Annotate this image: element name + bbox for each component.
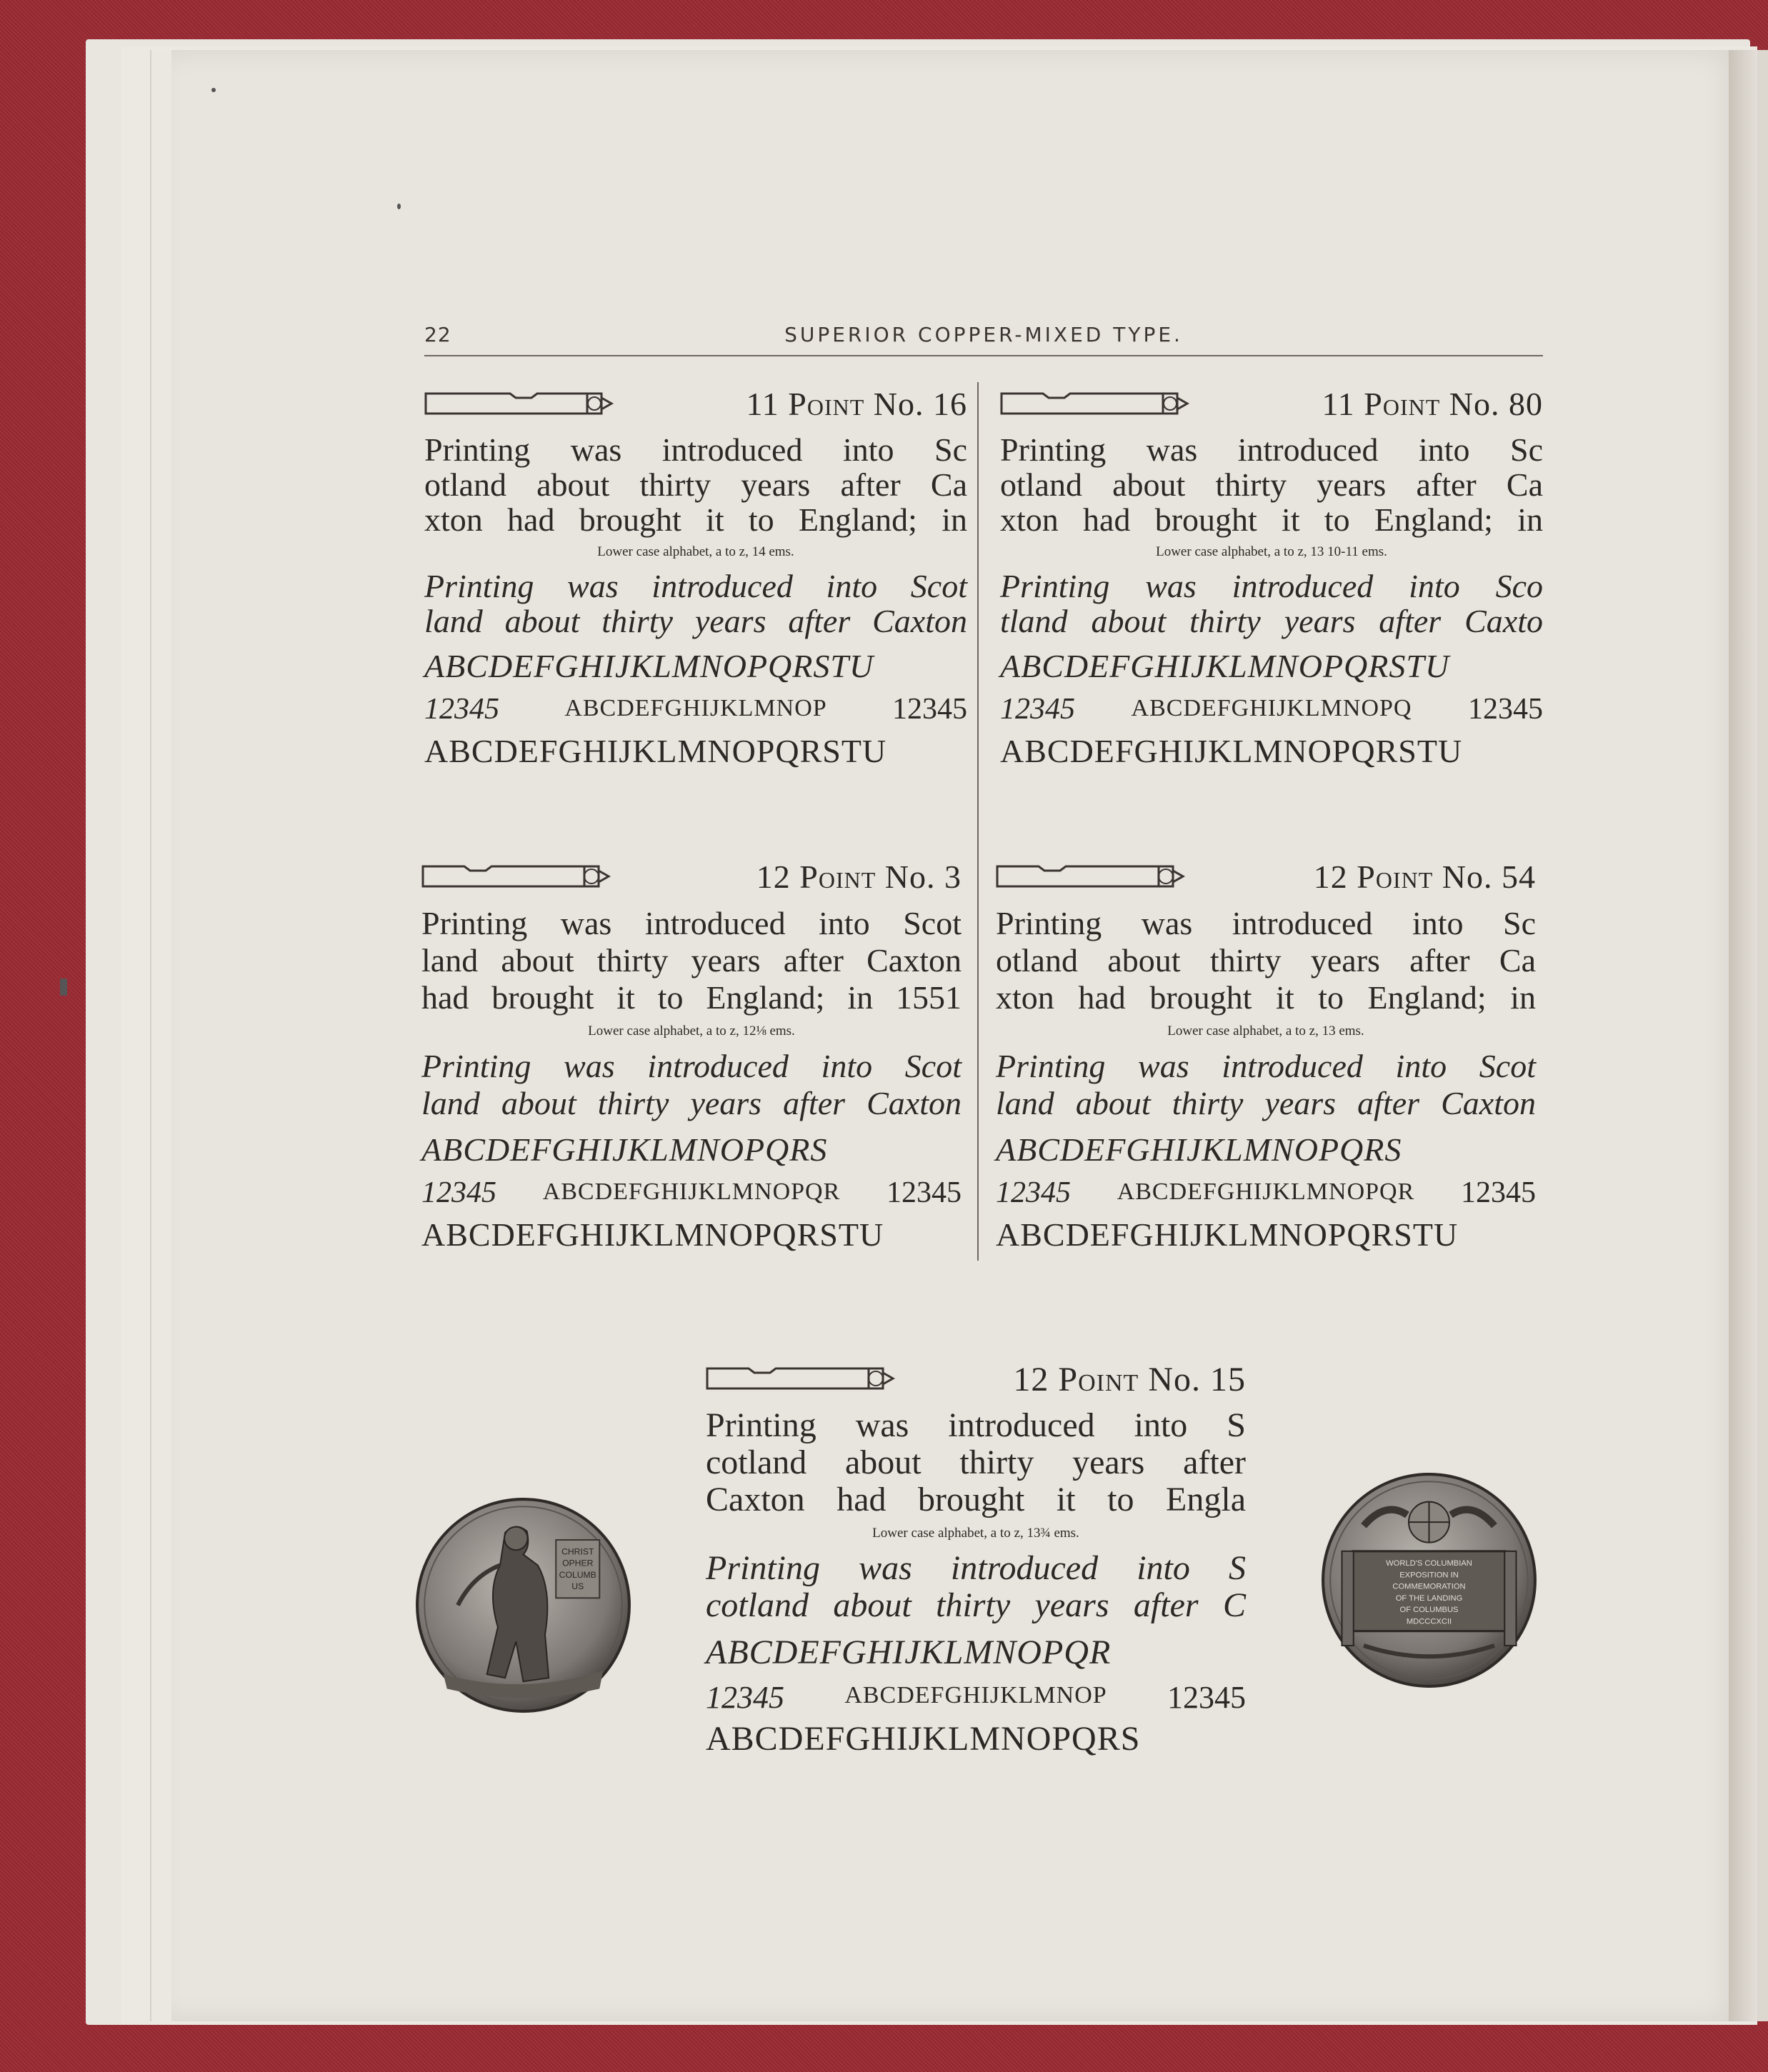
specimen-12pt-no15 — [706, 1357, 1246, 1758]
italic-capitals: ABCDEFGHIJKLMNOPQR — [706, 1633, 1112, 1671]
roman-sample: Printing was introduced into Sc otland about thirty years after Ca xton had brought it to England; in — [1000, 431, 1543, 538]
roman-capitals: ABCDEFGHIJKLMNOPQRSTU — [996, 1216, 1459, 1253]
roman-capitals: ABCDEFGHIJKLMNOPQRS — [706, 1720, 1141, 1758]
type-nick-icon — [706, 1363, 909, 1394]
speck — [397, 204, 401, 209]
alphabet-note: Lower case alphabet, a to z, 13¾ ems. — [872, 1526, 1079, 1541]
column-rule — [977, 382, 979, 1261]
roman-sample: Printing was introduced into Sc otland about thirty years after Ca xton had brought it to England; in — [996, 905, 1536, 1016]
svg-text:OF THE LANDING: OF THE LANDING — [1395, 1593, 1463, 1603]
svg-text:MDCCCXCII: MDCCCXCII — [1406, 1617, 1452, 1626]
figures-line: 12345 ABCDEFGHIJKLMNOP 12345 — [706, 1680, 1246, 1715]
svg-text:WORLD'S COLUMBIAN: WORLD'S COLUMBIAN — [1386, 1559, 1472, 1568]
roman-sample: Printing was introduced into S cotland about thirty years after Caxton had brought it to Engla — [706, 1406, 1246, 1518]
columbus-medal-reverse-image — [1320, 1471, 1538, 1689]
binding-mark — [60, 979, 67, 996]
page-number: 22 — [424, 323, 451, 346]
svg-text:OPHER: OPHER — [562, 1558, 594, 1568]
specimen-11pt-no16 — [424, 382, 967, 770]
figures-line: 12345 ABCDEFGHIJKLMNOP 12345 — [424, 693, 967, 726]
roman-capitals: ABCDEFGHIJKLMNOPQRSTU — [424, 733, 887, 769]
italic-capitals: ABCDEFGHIJKLMNOPQRS — [996, 1131, 1402, 1168]
italic-sample: Printing was introduced into S cotland about thirty years after C — [706, 1549, 1246, 1624]
point-size-label: 11 Point No. 16 — [746, 386, 967, 422]
specimen-12pt-no3 — [421, 855, 962, 1253]
italic-capitals: ABCDEFGHIJKLMNOPQRS — [421, 1131, 828, 1168]
italic-sample: Printing was introduced into Scot land about thirty years after Caxton — [996, 1048, 1536, 1121]
figures-line: 12345 ABCDEFGHIJKLMNOPQ 12345 — [1000, 693, 1543, 726]
italic-sample: Printing was introduced into Scot land about thirty years after Caxton — [421, 1048, 962, 1121]
gutter-shadow — [1729, 50, 1757, 2021]
point-size-label: 11 Point No. 80 — [1322, 386, 1543, 422]
type-nick-icon — [424, 388, 628, 419]
svg-text:US: US — [571, 1581, 584, 1592]
alphabet-note: Lower case alphabet, a to z, 13 10-11 ems. — [1156, 544, 1387, 559]
specimen-11pt-no80 — [1000, 382, 1543, 770]
svg-text:COMMEMORATION: COMMEMORATION — [1392, 1582, 1466, 1591]
svg-text:EXPOSITION IN: EXPOSITION IN — [1399, 1571, 1459, 1580]
speck — [211, 88, 216, 92]
type-nick-icon — [996, 861, 1199, 892]
italic-sample: Printing was introduced into Scot land about thirty years after Caxton — [424, 568, 967, 639]
type-nick-icon — [1000, 388, 1204, 419]
point-size-label: 12 Point No. 15 — [1013, 1361, 1246, 1398]
point-size-label: 12 Point No. 3 — [756, 859, 962, 895]
alphabet-note: Lower case alphabet, a to z, 14 ems. — [597, 544, 794, 559]
head-rule — [424, 355, 1543, 356]
running-title: SUPERIOR COPPER-MIXED TYPE. — [784, 323, 1183, 346]
alphabet-note: Lower case alphabet, a to z, 12⅛ ems. — [588, 1024, 795, 1038]
svg-text:CHRIST: CHRIST — [561, 1546, 594, 1557]
italic-capitals: ABCDEFGHIJKLMNOPQRSTU — [424, 648, 874, 684]
italic-capitals: ABCDEFGHIJKLMNOPQRSTU — [1000, 648, 1450, 684]
roman-capitals: ABCDEFGHIJKLMNOPQRSTU — [421, 1216, 884, 1253]
italic-sample: Printing was introduced into Sco tland about thirty years after Caxto — [1000, 568, 1543, 639]
running-head — [424, 323, 1543, 351]
roman-sample: Printing was introduced into Sc otland about thirty years after Ca xton had brought it to England; in — [424, 431, 967, 538]
specimen-12pt-no54 — [996, 855, 1536, 1253]
svg-text:COLUMB: COLUMB — [559, 1569, 596, 1580]
point-size-label: 12 Point No. 54 — [1313, 859, 1536, 895]
figures-line: 12345 ABCDEFGHIJKLMNOPQR 12345 — [996, 1176, 1536, 1209]
svg-text:OF COLUMBUS: OF COLUMBUS — [1399, 1606, 1459, 1615]
roman-sample: Printing was introduced into Scot land about thirty years after Caxton had brought it to England; in 1551 — [421, 905, 962, 1016]
type-nick-icon — [421, 861, 625, 892]
alphabet-note: Lower case alphabet, a to z, 13 ems. — [1167, 1024, 1364, 1038]
figures-line: 12345 ABCDEFGHIJKLMNOPQR 12345 — [421, 1176, 962, 1209]
roman-capitals: ABCDEFGHIJKLMNOPQRSTU — [1000, 733, 1463, 769]
columbus-medal-obverse-image — [414, 1496, 632, 1714]
